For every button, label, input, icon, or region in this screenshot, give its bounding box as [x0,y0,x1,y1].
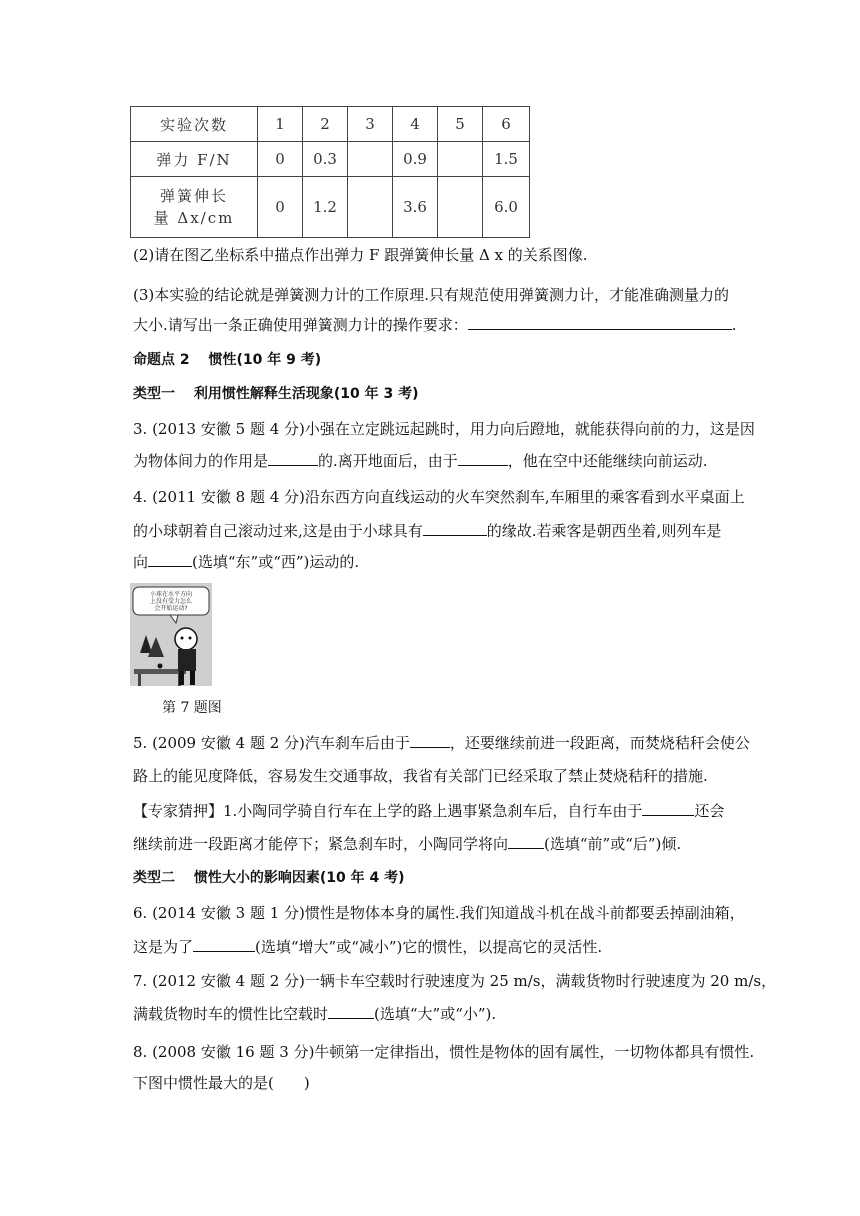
question-text: (3)本实验的结论就是弹簧测力计的工作原理.只有规范使用弹簧测力计，才能准确测量力的 [133,286,730,304]
table-cell [348,177,393,238]
table-header-cell: 3 [348,107,393,142]
question-text: 路上的能见度降低，容易发生交通事故，我省有关部门已经采取了禁止焚烧秸秆的措施. [133,767,708,785]
cartoon-drawing [130,583,212,686]
question-text [133,451,743,471]
text-fragment: 这是为了 [133,938,194,956]
question-text: 6. (2014 安徽 3 题 1 分)惯性是物体本身的属性.我们知道战斗机在战斗前都要丢掉副油箱， [133,904,745,922]
text-fragment: (选填“东”或“西”)运动的. [192,553,360,571]
text-fragment: (选填“增大”或“减小”)它的惯性，以提高它的灵活性. [255,938,603,956]
answer-blank[interactable] [268,451,318,466]
text-fragment: ，他在空中还能继续向前运动. [507,452,708,470]
answer-blank[interactable] [328,1004,374,1019]
section-heading: 命题点 2 惯性(10 年 9 考) [133,352,322,368]
table-cell [438,142,483,177]
table-row-label-line: 弹簧伸长 [159,187,228,205]
answer-blank[interactable] [410,733,450,748]
text-fragment: 大小.请写出一条正确使用弹簧测力计的操作要求： [133,316,468,334]
table-cell: 1.5 [483,142,530,177]
answer-blank[interactable] [468,315,732,330]
experiment-table [130,106,530,238]
question-text [133,1004,743,1024]
table-row-label: 弹力 F/N [131,142,258,177]
question-text: 7. (2012 安徽 4 题 2 分)一辆卡车空载时行驶速度为 25 m/s，满载货物时行驶速度为 20 m/s， [133,972,777,990]
question-text: 8. (2008 安徽 16 题 3 分)牛顿第一定律指出，惯性是物体的固有属性，一切物体都具有惯性. [133,1043,755,1061]
cartoon-illustration [130,583,212,686]
question-text: (2)请在图乙坐标系中描点作出弹力 F 跟弹簧伸长量 Δ x 的关系图像. [133,246,588,264]
type-heading: 类型一 利用惯性解释生活现象(10 年 3 考) [133,386,419,402]
table-cell [438,177,483,238]
table-row [131,177,530,238]
table-row [131,142,530,177]
text-fragment: . [731,316,737,334]
text-fragment: 的.离开地面后，由于 [318,452,458,470]
text-fragment: 还会 [694,802,725,820]
table-header-cell: 实验次数 [131,107,258,142]
table-cell: 0 [258,142,303,177]
text-fragment: 【专家猜押】1.小陶同学骑自行车在上学的路上遇事紧急刹车后，自行车由于 [133,802,643,820]
question-text [133,521,743,541]
table-cell: 0.9 [393,142,438,177]
text-fragment: 5. (2009 安徽 4 题 2 分)汽车刹车后由于 [133,734,410,752]
question-text [133,733,750,753]
table-header-cell: 6 [483,107,530,142]
table-cell [348,142,393,177]
text-fragment: 继续前进一段距离才能停下；紧急刹车时，小陶同学将向 [133,835,509,853]
text-fragment: 的小球朝着自己滚动过来,这是由于小球具有 [133,522,423,540]
question-text [133,937,743,957]
table-header-cell: 2 [303,107,348,142]
answer-blank[interactable] [193,937,255,952]
question-text [133,315,743,335]
table-cell: 3.6 [393,177,438,238]
table-header-cell: 5 [438,107,483,142]
question-text [133,552,743,572]
answer-blank[interactable] [148,552,192,567]
question-text: 4. (2011 安徽 8 题 4 分)沿东西方向直线运动的火车突然刹车,车厢里的乘客看到水平桌面上 [133,488,745,506]
table-header-cell: 1 [258,107,303,142]
table-cell: 0 [258,177,303,238]
question-text [133,834,743,854]
answer-blank[interactable] [458,451,508,466]
text-fragment: 的缘故.若乘客是朝西坐着,则列车是 [486,522,722,540]
figure-caption: 第 7 题图 [162,700,222,716]
answer-blank[interactable] [508,834,544,849]
text-fragment: (选填“大”或“小”). [374,1005,497,1023]
table-row-label [131,177,258,238]
table-cell: 6.0 [483,177,530,238]
type-heading: 类型二 惯性大小的影响因素(10 年 4 考) [133,870,405,886]
question-text: 下图中惯性最大的是( ) [133,1074,310,1092]
speech-bubble-line: 小球在水平方向上没有受力怎么会开始运动? [149,591,193,612]
answer-blank[interactable] [642,801,694,816]
text-fragment: (选填“前”或“后”)倾. [544,835,682,853]
table-cell: 1.2 [303,177,348,238]
text-fragment: ，还要继续前进一段距离，而焚烧秸秆会使公 [449,734,750,752]
question-text [133,801,743,821]
table-header-cell: 4 [393,107,438,142]
text-fragment: 向 [133,553,149,571]
question-text: 3. (2013 安徽 5 题 4 分)小强在立定跳远起跳时，用力向后蹬地，就能获得向前的力，这是因 [133,420,755,438]
table-row-label-line: 量 Δx/cm [153,209,235,227]
table-row [131,107,530,142]
answer-blank[interactable] [423,521,487,536]
text-fragment: 满载货物时车的惯性比空载时 [133,1005,329,1023]
table-cell: 0.3 [303,142,348,177]
text-fragment: 为物体间力的作用是 [133,452,269,470]
